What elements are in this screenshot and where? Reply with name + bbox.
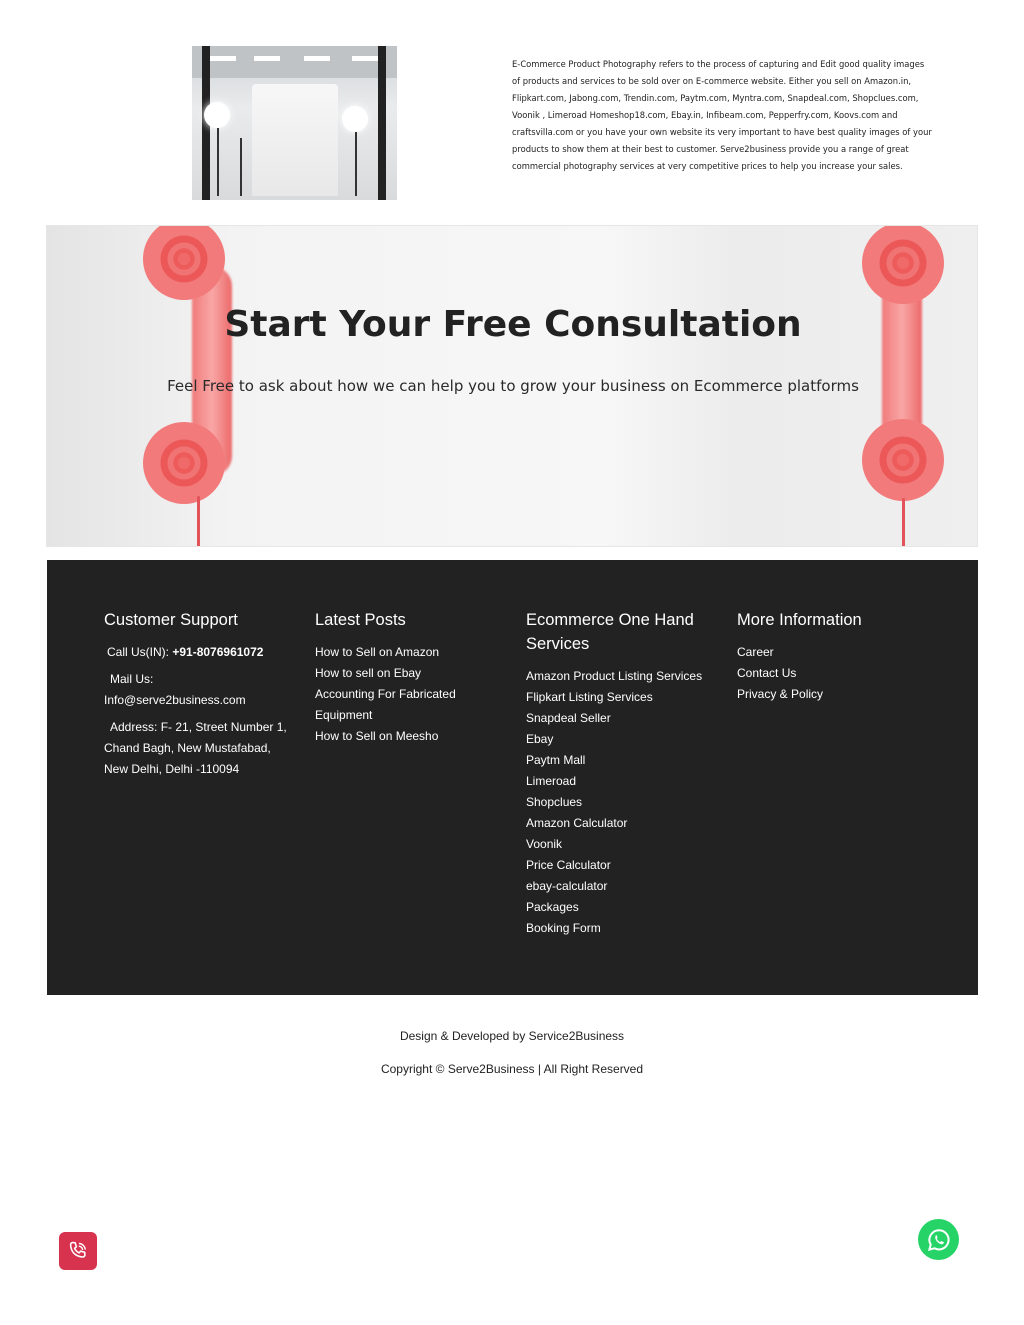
address-text: Address: F- 21, Street Number 1, Chand Bagh, New Mustafabad, New Delhi, Delhi -110094 <box>104 720 287 776</box>
service-link[interactable]: Ebay <box>526 732 554 746</box>
studio-ceiling <box>192 46 397 78</box>
service-link[interactable]: Amazon Calculator <box>526 816 628 830</box>
footer-heading: Customer Support <box>104 611 238 629</box>
post-link[interactable]: How to Sell on Meesho <box>315 729 439 743</box>
ceiling-light <box>254 56 280 61</box>
footer-heading: More Information <box>737 611 862 629</box>
studio-pole <box>378 46 386 200</box>
footer-heading: Ecommerce One Hand Services <box>526 611 694 653</box>
design-credit: Design & Developed by Service2Business <box>399 1029 625 1043</box>
copyright-text: Copyright © Serve2Business | All Right Reserved <box>380 1062 644 1076</box>
phone-earpiece <box>862 225 944 304</box>
info-link[interactable]: Privacy & Policy <box>737 687 824 701</box>
ceiling-light <box>352 56 378 61</box>
service-link[interactable]: Shopclues <box>526 795 583 809</box>
service-link[interactable]: ebay-calculator <box>526 879 608 893</box>
light-stand <box>240 138 242 196</box>
studio-photo <box>192 46 397 200</box>
softbox-light <box>342 106 368 132</box>
footer-more-information <box>737 608 917 705</box>
call-us-number[interactable]: +91-8076961072 <box>172 645 264 659</box>
post-link[interactable]: How to sell on Ebay <box>315 666 422 680</box>
services-list <box>526 666 716 939</box>
service-link[interactable]: Paytm Mall <box>526 753 586 767</box>
phone-mouthpiece <box>143 422 225 504</box>
light-stand <box>355 132 357 196</box>
service-link[interactable]: Snapdeal Seller <box>526 711 611 725</box>
phone-call-icon <box>66 1239 90 1263</box>
light-stand <box>217 128 219 196</box>
mail-us-label: Mail Us: <box>110 672 154 686</box>
ceiling-light <box>210 56 236 61</box>
phone-cord <box>197 496 200 547</box>
consultation-banner <box>46 225 978 547</box>
intro-text: E-Commerce Product Photography refers to the process of capturing and Edit good quality images of products and services to be sold over on E-commerce website. Either you sell on Amazon.in, Flipkart.com, Jabong.com, Trendin.com, Paytm.com, Myntra.com, Snapdeal.com, Shopclues.com, Voonik , Limeroad Homeshop18.com, Ebay.in, Infibeam.com, Pepperfry.com, Koovs.com and craftsvilla.com or you have your own website its very important to have best quality images of your products to show them at their best to customer. Serve2business provide you a range of great commercial photography services at very competitive prices to help you increase your sales. <box>512 59 932 171</box>
softbox-light <box>204 102 230 128</box>
call-button[interactable] <box>59 1232 97 1270</box>
post-link[interactable]: How to Sell on Amazon <box>315 645 440 659</box>
service-link[interactable]: Voonik <box>526 837 563 851</box>
info-link[interactable]: Contact Us <box>737 666 797 680</box>
ceiling-light <box>304 56 330 61</box>
banner-subtitle: Feel Free to ask about how we can help you to grow your business on Ecommerce platforms <box>167 377 859 395</box>
info-link[interactable]: Career <box>737 645 774 659</box>
footer-services <box>526 608 716 939</box>
service-link[interactable]: Amazon Product Listing Services <box>526 669 703 683</box>
banner-title: Start Your Free Consultation <box>224 304 802 345</box>
phone-mouthpiece <box>862 419 944 501</box>
call-us-label: Call Us(IN): <box>107 645 173 659</box>
white-backdrop <box>252 84 338 196</box>
service-link[interactable]: Limeroad <box>526 774 577 788</box>
footer-latest-posts <box>315 608 495 747</box>
service-link[interactable]: Flipkart Listing Services <box>526 690 653 704</box>
phone-cord <box>902 498 905 547</box>
more-info-list <box>737 642 917 705</box>
call-us-line <box>104 642 294 663</box>
service-link[interactable]: Booking Form <box>526 921 601 935</box>
site-footer <box>47 560 978 995</box>
service-link[interactable]: Price Calculator <box>526 858 611 872</box>
whatsapp-button[interactable] <box>918 1219 959 1260</box>
footer-customer-support <box>104 608 294 780</box>
post-link[interactable]: Accounting For Fabricated Equipment <box>315 687 456 722</box>
mail-us-value[interactable]: Info@serve2business.com <box>104 693 246 707</box>
service-link[interactable]: Packages <box>526 900 579 914</box>
latest-posts-list <box>315 642 495 747</box>
whatsapp-icon <box>926 1227 952 1253</box>
footer-heading: Latest Posts <box>315 611 406 629</box>
